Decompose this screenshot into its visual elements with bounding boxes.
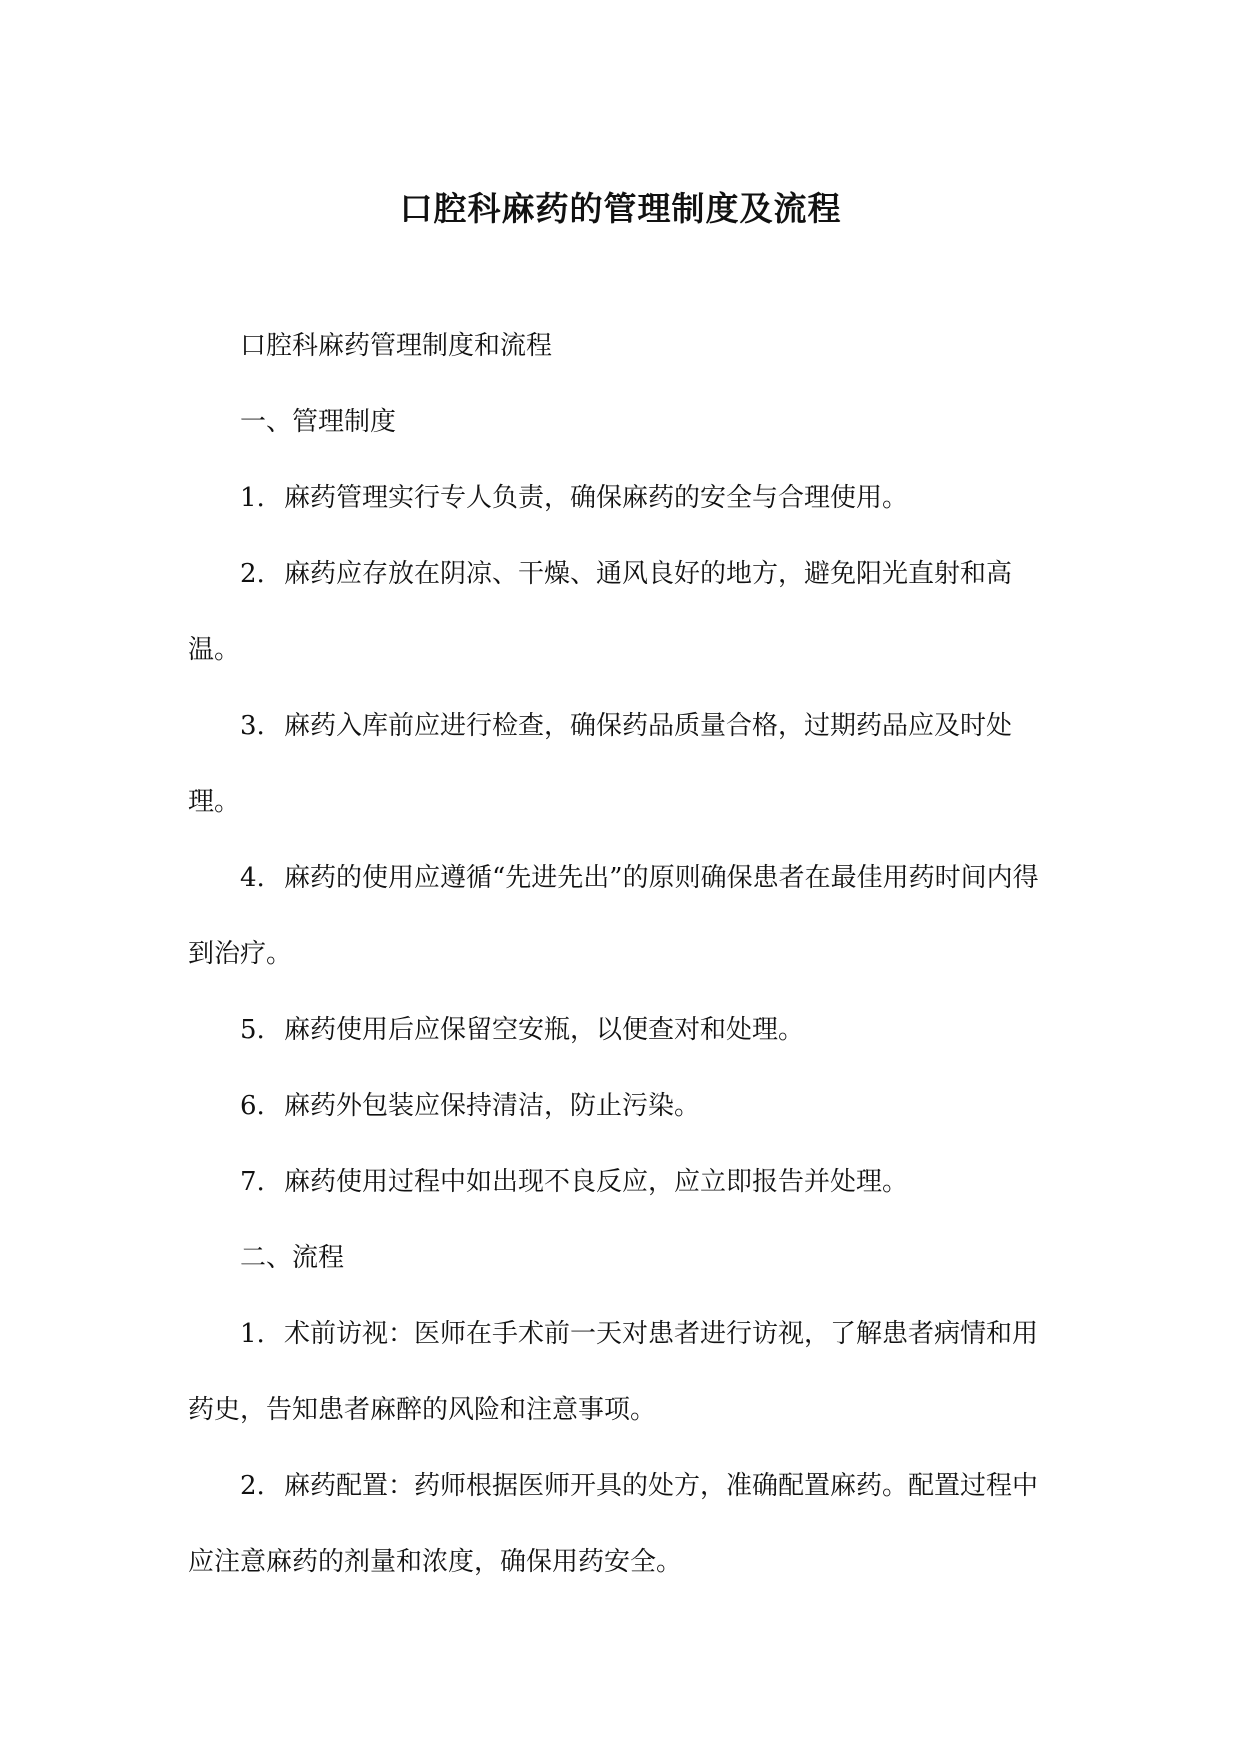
paragraph-text: 术前访视：医师在手术前一天对患者进行访视，了解患者病情和用药史，告知患者麻醉的风险和注意事项。 [188, 1319, 1039, 1425]
paragraph-text: 麻药入库前应进行检查，确保药品质量合格，过期药品应及时处理。 [188, 711, 1013, 817]
list-number: 6. [240, 1091, 265, 1121]
paragraph-text: 麻药的使用应遵循“先进先出”的原则确保患者在最佳用药时间内得到治疗。 [188, 863, 1039, 969]
list-item [188, 1144, 1056, 1220]
list-item [188, 1448, 1056, 1600]
paragraph-text: 麻药配置：药师根据医师开具的处方，准确配置麻药。配置过程中应注意麻药的剂量和浓度，确保用药安全。 [188, 1471, 1039, 1577]
paragraph-text: 麻药使用过程中如出现不良反应，应立即报告并处理。 [284, 1167, 909, 1197]
paragraph-text: 二、流程 [240, 1243, 345, 1273]
list-number: 7. [240, 1167, 265, 1197]
paragraph-text: 麻药应存放在阴凉、干燥、通风良好的地方，避免阳光直射和高温。 [188, 559, 1013, 665]
list-item [188, 840, 1056, 992]
list-item [188, 992, 1056, 1068]
list-item [188, 536, 1056, 688]
list-number: 3. [240, 711, 265, 741]
paragraph-text: 麻药管理实行专人负责，确保麻药的安全与合理使用。 [284, 483, 909, 513]
section-heading-process [188, 1220, 1056, 1296]
list-number: 2. [240, 559, 265, 589]
section-heading-management [188, 384, 1056, 460]
list-number: 4. [240, 863, 265, 893]
list-item [188, 1296, 1056, 1448]
paragraph-text: 麻药外包装应保持清洁，防止污染。 [284, 1091, 701, 1121]
list-item [188, 460, 1056, 536]
paragraph-text: 口腔科麻药管理制度和流程 [240, 331, 553, 361]
list-number: 2. [240, 1471, 265, 1501]
document-body [188, 308, 1056, 1600]
document-title: 口腔科麻药的管理制度及流程 [399, 189, 842, 228]
list-item [188, 1068, 1056, 1144]
paragraph-text: 麻药使用后应保留空安瓶，以便查对和处理。 [284, 1015, 805, 1045]
paragraph-text: 一、管理制度 [240, 407, 397, 437]
list-number: 1. [240, 483, 265, 513]
paragraph-subtitle [188, 308, 1056, 384]
list-number: 1. [240, 1319, 265, 1349]
list-number: 5. [240, 1015, 265, 1045]
list-item [188, 688, 1056, 840]
